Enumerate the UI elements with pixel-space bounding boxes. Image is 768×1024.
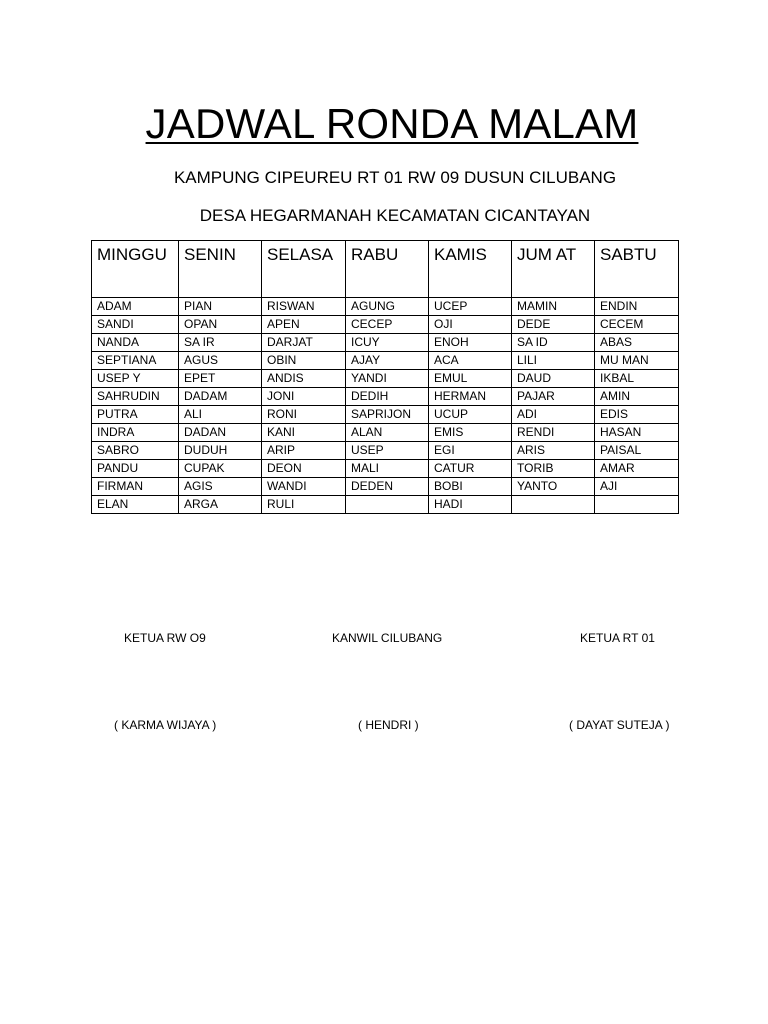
- table-cell: ARIS: [512, 442, 595, 460]
- table-cell: LILI: [512, 352, 595, 370]
- table-cell: ALAN: [346, 424, 429, 442]
- table-cell: OJI: [429, 316, 512, 334]
- table-cell: ACA: [429, 352, 512, 370]
- table-cell: AMIN: [595, 388, 679, 406]
- table-cell: RISWAN: [262, 298, 346, 316]
- table-cell: WANDI: [262, 478, 346, 496]
- table-row: [92, 424, 679, 442]
- kanwil-name: ( HENDRI ): [358, 718, 419, 732]
- table-row: [92, 478, 679, 496]
- table-cell: DEDIH: [346, 388, 429, 406]
- table-cell: ELAN: [92, 496, 179, 514]
- table-cell: CECEP: [346, 316, 429, 334]
- table-cell: DADAM: [179, 388, 262, 406]
- table-cell: ADAM: [92, 298, 179, 316]
- table-cell: [512, 496, 595, 514]
- table-cell: AGUNG: [346, 298, 429, 316]
- table-cell: UCEP: [429, 298, 512, 316]
- table-header-row: [92, 241, 679, 298]
- table-cell: HERMAN: [429, 388, 512, 406]
- table-cell: JONI: [262, 388, 346, 406]
- table-cell: ADI: [512, 406, 595, 424]
- table-cell: YANDI: [346, 370, 429, 388]
- table-cell: EMUL: [429, 370, 512, 388]
- table-cell: AGIS: [179, 478, 262, 496]
- table-cell: AJI: [595, 478, 679, 496]
- table-cell: DEDE: [512, 316, 595, 334]
- table-cell: PANDU: [92, 460, 179, 478]
- table-row: [92, 316, 679, 334]
- table-cell: MALI: [346, 460, 429, 478]
- table-cell: CUPAK: [179, 460, 262, 478]
- table-cell: OBIN: [262, 352, 346, 370]
- table-cell: SAPRIJON: [346, 406, 429, 424]
- table-cell: PIAN: [179, 298, 262, 316]
- table-row: [92, 388, 679, 406]
- table-cell: ENOH: [429, 334, 512, 352]
- table-row: [92, 460, 679, 478]
- table-cell: FIRMAN: [92, 478, 179, 496]
- table-cell: INDRA: [92, 424, 179, 442]
- table-cell: EMIS: [429, 424, 512, 442]
- table-cell: CECEM: [595, 316, 679, 334]
- table-cell: SEPTIANA: [92, 352, 179, 370]
- header-senin: SENIN: [179, 241, 262, 298]
- table-cell: HASAN: [595, 424, 679, 442]
- table-cell: CATUR: [429, 460, 512, 478]
- table-row: [92, 370, 679, 388]
- table-row: [92, 298, 679, 316]
- ketua-rt-name: ( DAYAT SUTEJA ): [569, 718, 670, 732]
- table-cell: AGUS: [179, 352, 262, 370]
- table-cell: OPAN: [179, 316, 262, 334]
- table-row: [92, 406, 679, 424]
- table-cell: RULI: [262, 496, 346, 514]
- table-row: [92, 496, 679, 514]
- table-cell: PAISAL: [595, 442, 679, 460]
- table-cell: ENDIN: [595, 298, 679, 316]
- table-cell: APEN: [262, 316, 346, 334]
- table-cell: DARJAT: [262, 334, 346, 352]
- table-row: [92, 442, 679, 460]
- table-cell: DUDUH: [179, 442, 262, 460]
- table-cell: SAHRUDIN: [92, 388, 179, 406]
- table-cell: TORIB: [512, 460, 595, 478]
- document-subtitle-location: KAMPUNG CIPEUREU RT 01 RW 09 DUSUN CILUBANG: [173, 168, 617, 187]
- table-cell: ANDIS: [262, 370, 346, 388]
- header-rabu: RABU: [346, 241, 429, 298]
- table-cell: NANDA: [92, 334, 179, 352]
- table-cell: SABRO: [92, 442, 179, 460]
- ketua-rw-name: ( KARMA WIJAYA ): [114, 718, 217, 732]
- header-selasa: SELASA: [262, 241, 346, 298]
- header-sabtu: SABTU: [595, 241, 679, 298]
- table-cell: RENDI: [512, 424, 595, 442]
- table-cell: DEON: [262, 460, 346, 478]
- table-cell: [595, 496, 679, 514]
- header-minggu: MINGGU: [92, 241, 179, 298]
- table-cell: DADAN: [179, 424, 262, 442]
- table-cell: ARIP: [262, 442, 346, 460]
- table-cell: BOBI: [429, 478, 512, 496]
- table-cell: ICUY: [346, 334, 429, 352]
- schedule-body: [92, 298, 679, 514]
- header-kamis: KAMIS: [429, 241, 512, 298]
- table-cell: EPET: [179, 370, 262, 388]
- table-cell: SANDI: [92, 316, 179, 334]
- table-cell: PAJAR: [512, 388, 595, 406]
- table-cell: USEP: [346, 442, 429, 460]
- table-cell: RONI: [262, 406, 346, 424]
- schedule-table: [91, 240, 679, 514]
- table-cell: SA IR: [179, 334, 262, 352]
- ketua-rw-title: KETUA RW O9: [124, 631, 206, 645]
- table-row: [92, 334, 679, 352]
- document-title: JADWAL RONDA MALAM: [145, 100, 639, 147]
- table-cell: IKBAL: [595, 370, 679, 388]
- kanwil-title: KANWIL CILUBANG: [332, 631, 443, 645]
- table-cell: UCUP: [429, 406, 512, 424]
- table-cell: YANTO: [512, 478, 595, 496]
- table-cell: DEDEN: [346, 478, 429, 496]
- table-cell: [346, 496, 429, 514]
- document-subtitle-district: DESA HEGARMANAH KECAMATAN CICANTAYAN: [199, 206, 591, 225]
- table-cell: PUTRA: [92, 406, 179, 424]
- table-cell: MU MAN: [595, 352, 679, 370]
- header-jumat: JUM AT: [512, 241, 595, 298]
- table-cell: ABAS: [595, 334, 679, 352]
- table-cell: KANI: [262, 424, 346, 442]
- table-cell: USEP Y: [92, 370, 179, 388]
- table-cell: AJAY: [346, 352, 429, 370]
- table-cell: HADI: [429, 496, 512, 514]
- table-cell: MAMIN: [512, 298, 595, 316]
- table-cell: ALI: [179, 406, 262, 424]
- table-cell: ARGA: [179, 496, 262, 514]
- ketua-rt-title: KETUA RT 01: [580, 631, 655, 645]
- table-cell: SA ID: [512, 334, 595, 352]
- table-cell: EDIS: [595, 406, 679, 424]
- table-row: [92, 352, 679, 370]
- table-cell: EGI: [429, 442, 512, 460]
- table-cell: AMAR: [595, 460, 679, 478]
- table-cell: DAUD: [512, 370, 595, 388]
